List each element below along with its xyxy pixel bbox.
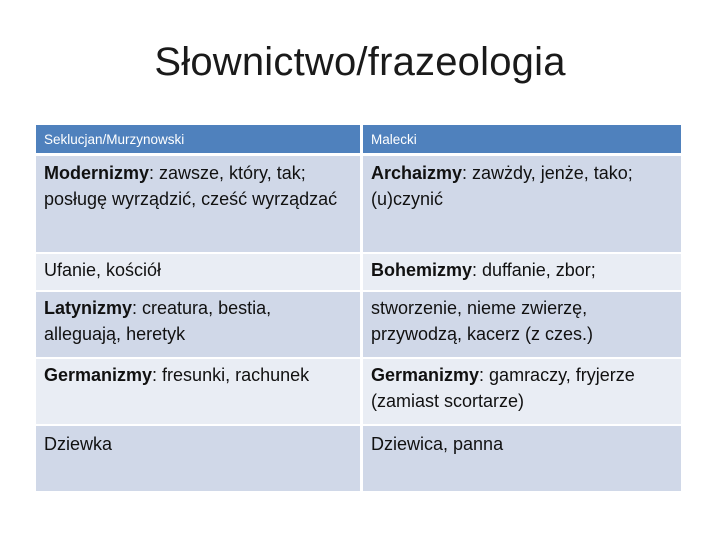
table-cell bbox=[362, 155, 683, 254]
cell-text: Dziewka bbox=[44, 434, 113, 454]
table-row bbox=[36, 291, 683, 358]
table-cell bbox=[362, 425, 683, 492]
cell-text: : duffanie, zbor; bbox=[472, 260, 596, 280]
cell-text: : fresunki, rachunek bbox=[152, 365, 310, 385]
table-cell bbox=[362, 358, 683, 425]
term-label: Archaizmy bbox=[371, 163, 463, 183]
table-header-row bbox=[36, 125, 683, 155]
table-cell bbox=[36, 358, 362, 425]
header-malecki: Malecki bbox=[362, 125, 683, 155]
table-cell bbox=[362, 253, 683, 291]
cell-text: Dziewica, panna bbox=[371, 434, 504, 454]
table-cell bbox=[36, 291, 362, 358]
term-label: Germanizmy bbox=[371, 365, 480, 385]
term-label: Latynizmy bbox=[44, 298, 133, 318]
term-label: Germanizmy bbox=[44, 365, 153, 385]
header-seklucjan-murzynowski: Seklucjan/Murzynowski bbox=[36, 125, 362, 155]
vocabulary-table bbox=[36, 125, 684, 493]
table-cell bbox=[36, 155, 362, 254]
cell-text: : creatura, bestia, alleguają, heretyk bbox=[44, 298, 272, 344]
slide-title: Słownictwo/frazeologia bbox=[154, 40, 566, 84]
table-cell bbox=[36, 425, 362, 492]
cell-text: : gamraczy, fryjerze (zamiast scortarze) bbox=[371, 365, 635, 411]
table-row bbox=[36, 358, 683, 425]
table-cell bbox=[36, 253, 362, 291]
term-label: Bohemizmy bbox=[371, 260, 473, 280]
term-label: Modernizmy bbox=[44, 163, 150, 183]
table-cell bbox=[362, 291, 683, 358]
table-row bbox=[36, 253, 683, 291]
table-row bbox=[36, 425, 683, 492]
cell-text: : zawsze, który, tak; posługę wyrządzić, cześć wyrządzać bbox=[44, 163, 338, 209]
cell-text: Ufanie, kościół bbox=[44, 260, 162, 280]
table-row bbox=[36, 155, 683, 254]
cell-text: stworzenie, nieme zwierzę, przywodzą, kacerz (z czes.) bbox=[371, 298, 594, 344]
cell-text: : zawżdy, jenże, tako; (u)czynić bbox=[371, 163, 633, 209]
